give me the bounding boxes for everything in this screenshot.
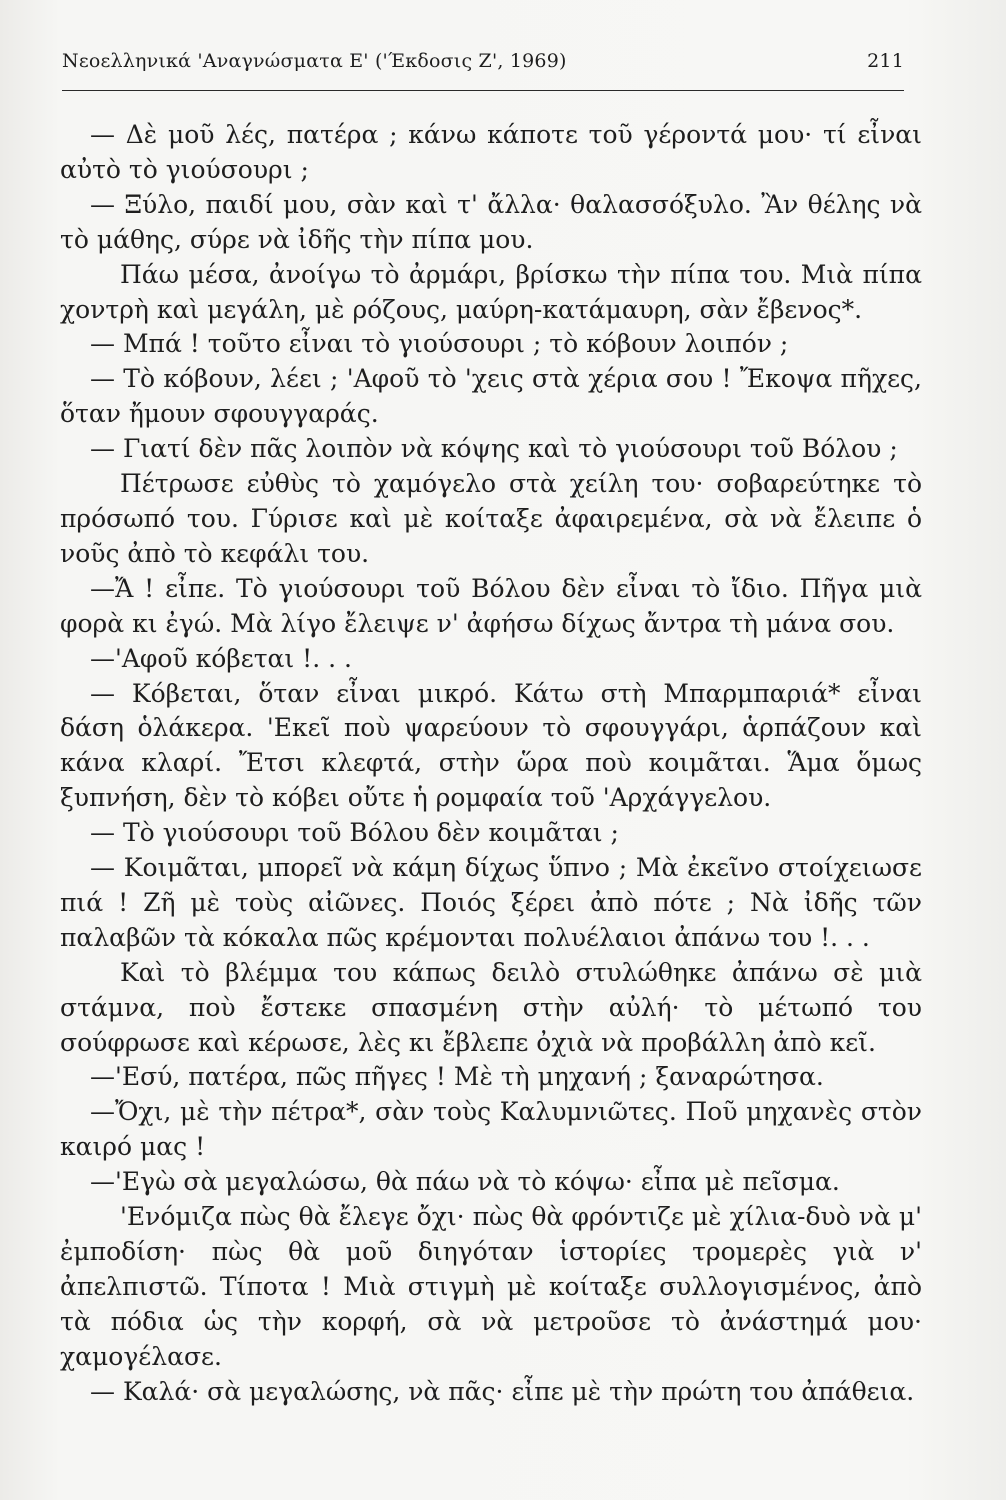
header-rule xyxy=(62,90,904,91)
paragraph: —Ὄχι, μὲ τὴν πέτρα*, σὰν τοὺς Καλυμνιῶτες. Ποῦ μηχανὲς στὸν καιρό μας ! xyxy=(60,1097,922,1162)
paragraph: — Μπά ! τοῦτο εἶναι τὸ γιούσουρι ; τὸ κόβουν λοιπόν ; xyxy=(90,329,789,359)
paragraph: — Ξύλο, παιδί μου, σὰν καὶ τ' ἄλλα· θαλασσόξυλο. Ἂν θέλης νὰ τὸ μάθης, σύρε νὰ ἰδῆς τὴν πίπα μου. xyxy=(60,189,922,254)
paragraph: — Τὸ γιούσουρι τοῦ Βόλου δὲν κοιμᾶται ; xyxy=(90,818,619,848)
paragraph: — Κοιμᾶται, μπορεῖ νὰ κάμη δίχως ὕπνο ; Μὰ ἐκεῖνο στοίχειωσε πιά ! Ζῆ μὲ τοὺς αἰῶνες. Ποιός ξέρει ἀπὸ πότε ; Νὰ ἰδῆς τῶν παλαβῶν τὰ κόκαλα πῶς κρέμονται πολυέλαιοι ἀπάνω του !. . . xyxy=(60,853,922,952)
paragraph: —'Εγὼ σὰ μεγαλώσω, θὰ πάω νὰ τὸ κόψω· εἶπα μὲ πεῖσμα. xyxy=(90,1167,840,1197)
page-header xyxy=(62,46,904,80)
page-number: 211 xyxy=(867,50,904,72)
paragraph: — Τὸ κόβουν, λέει ; 'Αφοῦ τὸ 'χεις στὰ χέρια σου ! Ἔκοψα πῆχες, ὅταν ἤμουν σφουγγαράς. xyxy=(60,364,922,429)
paragraph: Πέτρωσε εὐθὺς τὸ χαμόγελο στὰ χείλη του· σοβαρεύτηκε τὸ πρόσωπό του. Γύρισε καὶ μὲ κοίταξε ἀφαιρεμένα, σὰ νὰ ἔλειπε ὁ νοῦς ἀπὸ τὸ κεφάλι του. xyxy=(60,469,922,568)
paragraph: 'Ενόμιζα πὼς θὰ ἔλεγε ὄχι· πὼς θὰ φρόντιζε μὲ χίλια-δυὸ νὰ μ' ἐμποδίση· πὼς θὰ μοῦ διηγόταν ἱστορίες τρομερὲς γιὰ ν' ἀπελπιστῶ. Τίποτα ! Μιὰ στιγμὴ μὲ κοίταξε συλλογισμένος, ἀπὸ τὰ πόδια ὡς τὴν κορφή, σὰ νὰ μετροῦσε τὸ ἀνάστημά μου· χαμογέλασε. xyxy=(60,1202,922,1371)
paragraph: — Δὲ μοῦ λές, πατέρα ; κάνω κάποτε τοῦ γέροντά μου· τί εἶναι αὐτὸ τὸ γιούσουρι ; xyxy=(60,120,922,184)
paragraph: Καὶ τὸ βλέμμα του κάπως δειλὸ στυλώθηκε ἀπάνω σὲ μιὰ στάμνα, ποὺ ἔστεκε σπασμένη στὴν αὐλή· τὸ μέτωπό του σούφρωσε καὶ κέρωσε, λὲς κι ἔβλεπε ὀχιὰ νὰ προβάλλη ἀπὸ κεῖ. xyxy=(60,957,922,1057)
paragraph: —Ἄ ! εἶπε. Τὸ γιούσουρι τοῦ Βόλου δὲν εἶναι τὸ ἴδιο. Πῆγα μιὰ φορὰ κι ἐγώ. Μὰ λίγο ἔλειψε ν' ἀφήσω δίχως ἄντρα τὴ μάνα σου. xyxy=(60,573,922,638)
body-text xyxy=(60,118,922,1410)
paragraph: — Κόβεται, ὅταν εἶναι μικρό. Κάτω στὴ Μπαρμπαριά* εἶναι δάση ὁλάκερα. 'Εκεῖ ποὺ ψαρεύουν τὸ σφουγγάρι, ἁρπάζουν καὶ κάνα κλαρί. Ἔτσι κλεφτά, στὴν ὥρα ποὺ κοιμᾶται. Ἅμα ὅμως ξυπνήση, δὲν τὸ κόβει οὔτε ἡ ρομφαία τοῦ 'Αρχάγγελου. xyxy=(60,678,922,813)
paragraph: —'Εσύ, πατέρα, πῶς πῆγες ! Μὲ τὴ μηχανή ; ξαναρώτησα. xyxy=(90,1062,824,1092)
paragraph: Πάω μέσα, ἀνοίγω τὸ ἀρμάρι, βρίσκω τὴν πίπα του. Μιὰ πίπα χοντρὴ καὶ μεγάλη, μὲ ρόζους, μαύρη-κατάμαυρη, σὰν ἔβενος*. xyxy=(60,259,922,324)
paragraph: — Γιατί δὲν πᾶς λοιπὸν νὰ κόψης καὶ τὸ γιούσουρι τοῦ Βόλου ; xyxy=(90,434,898,464)
running-title: Νεοελληνικά 'Αναγνώσματα Ε' ('Έκδοσις Ζ', 1969) xyxy=(62,50,567,72)
paragraph: —'Αφοῦ κόβεται !. . . xyxy=(90,643,352,673)
paragraph: — Καλά· σὰ μεγαλώσης, νὰ πᾶς· εἶπε μὲ τὴν πρώτη του ἀπάθεια. xyxy=(90,1376,915,1406)
